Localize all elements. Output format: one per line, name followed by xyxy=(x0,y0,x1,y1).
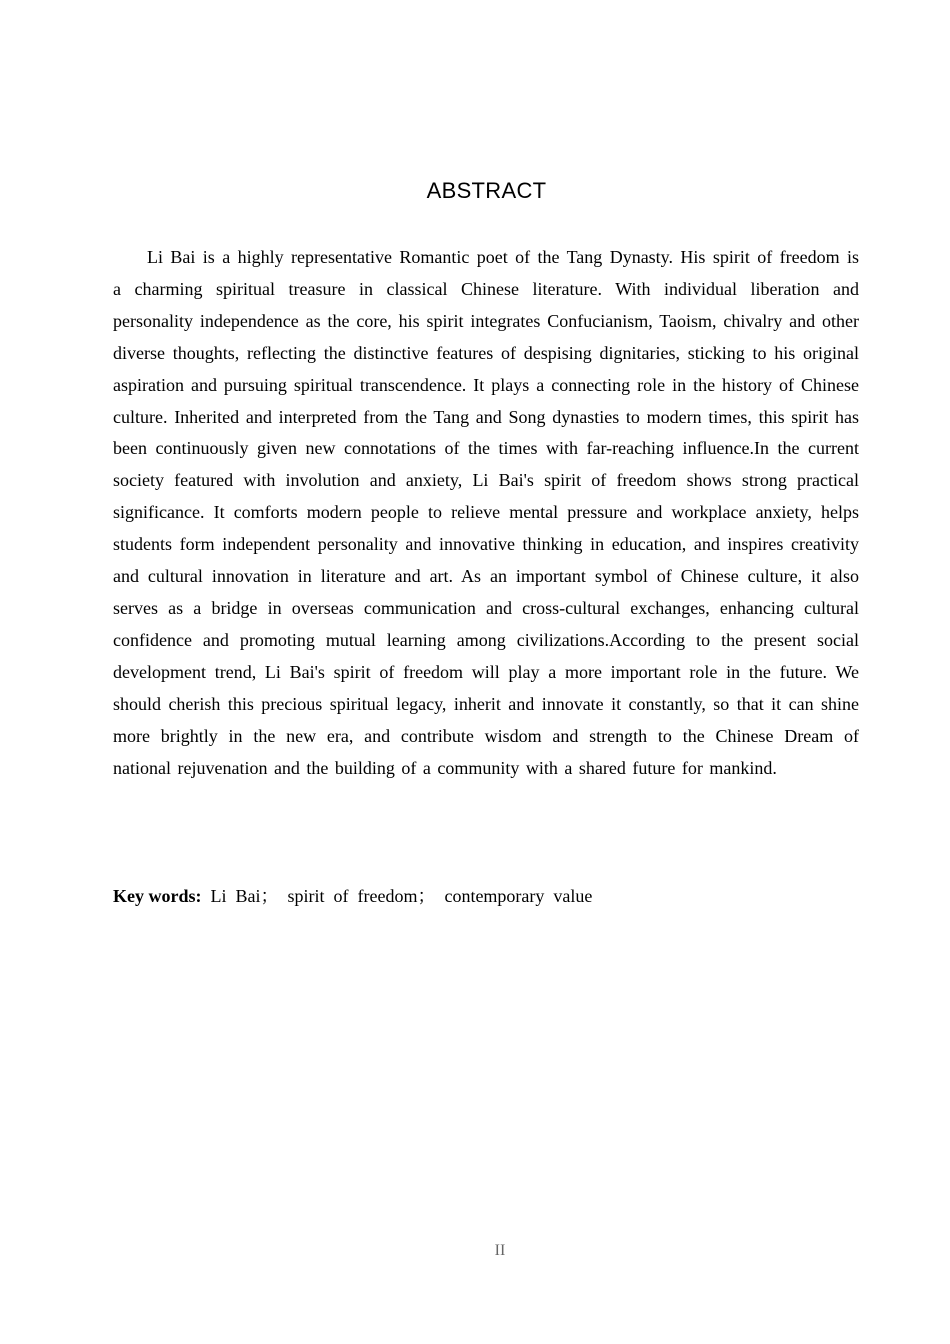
abstract-body-paragraph: Li Bai is a highly representative Romantic poet of the Tang Dynasty. His spirit of freedom is a charming spiritual treasure in classical Chinese literature. With individual liberation and personality independence as the core, his spirit integrates Confucianism, Taoism, chivalry and other diverse thoughts, reflecting the distinctive features of despising dignitaries, sticking to his original aspiration and pursuing spiritual transcendence. It plays a connecting role in the history of Chinese culture. Inherited and interpreted from the Tang and Song dynasties to modern times, this spirit has been continuously given new connotations of the times with far-reaching influence.In the current society featured with involution and anxiety, Li Bai's spirit of freedom shows strong practical significance. It comforts modern people to relieve mental pressure and workplace anxiety, helps students form independent personality and innovative thinking in education, and inspires creativity and cultural innovation in literature and art. As an important symbol of Chinese culture, it also serves as a bridge in overseas communication and cross-cultural exchanges, enhancing cultural confidence and promoting mutual learning among civilizations.According to the present social development trend, Li Bai's spirit of freedom will play a more important role in the future. We should cherish this precious spiritual legacy, inherit and innovate it constantly, so that it can shine more brightly in the new era, and contribute wisdom and strength to the Chinese Dream of national rejuvenation and the building of a community with a shared future for mankind. xyxy=(113,247,859,778)
abstract-title: ABSTRACT xyxy=(426,178,547,203)
keywords-label: Key words: xyxy=(113,886,202,906)
page-number: II xyxy=(494,1242,506,1259)
keywords-line xyxy=(113,881,859,912)
keywords-value: Li Bai； spirit of freedom； contemporary value xyxy=(201,886,593,906)
